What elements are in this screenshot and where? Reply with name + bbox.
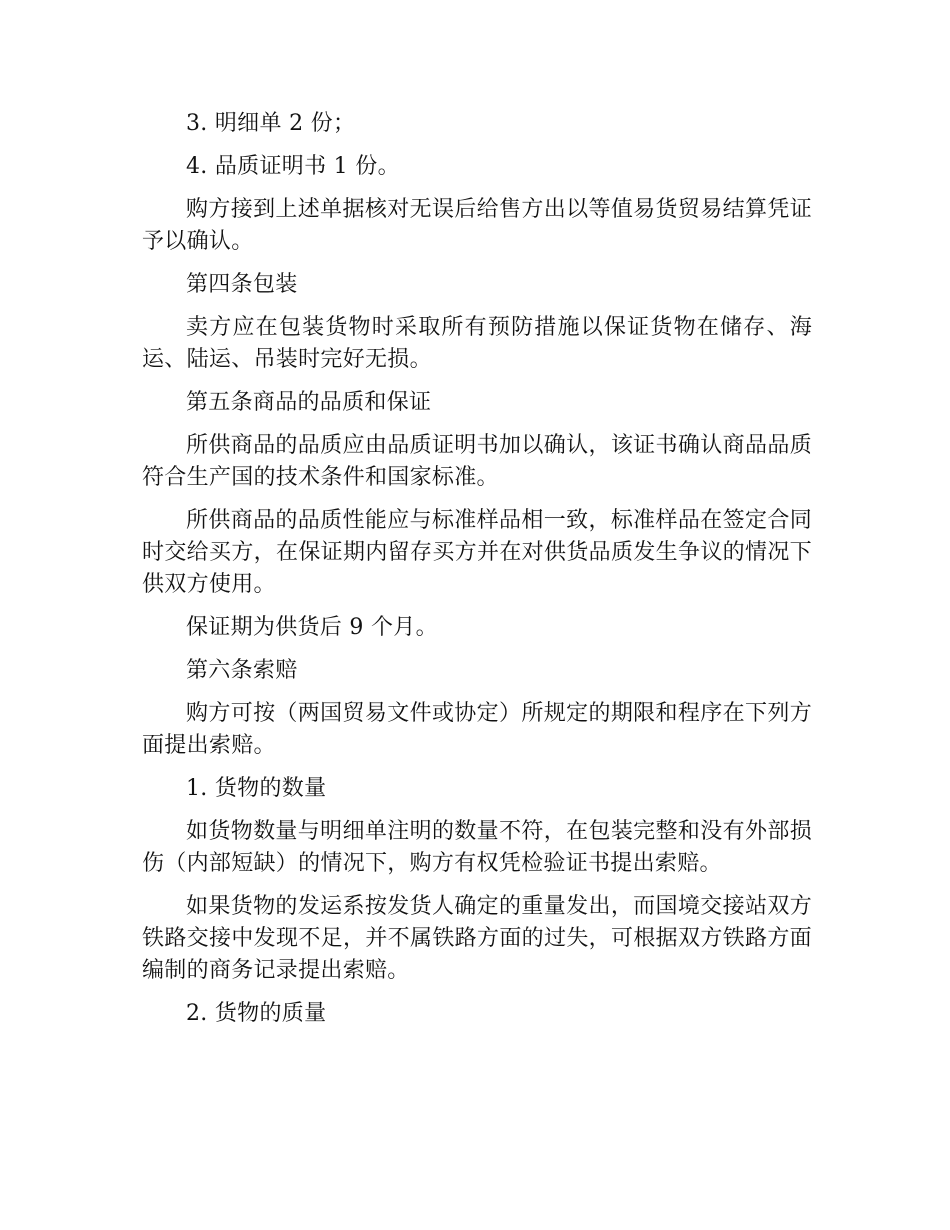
document-body [142,108,812,1041]
paragraph-confirmation: 购方接到上述单据核对无误后给售方出以等值易货贸易结算凭证予以确认。 [142,197,812,254]
section-heading-packaging: 第四条包装 [186,272,298,297]
paragraph-guarantee-period: 保证期为供货后 9 个月。 [186,615,438,640]
paragraph-standard-sample: 所供商品的品质性能应与标准样品相一致，标准样品在签定合同时交给买方，在保证期内留存买方并在对供货品质发生争议的情况下供双方使用。 [142,508,812,597]
section-heading-quality-guarantee: 第五条商品的品质和保证 [186,390,432,415]
paragraph-weight-claim: 如果货物的发运系按发货人确定的重量发出，而国境交接站双方铁路交接中发现不足，并不属铁路方面的过失，可根据双方铁路方面编制的商务记录提出索赔。 [142,894,812,983]
section-heading-claims: 第六条索赔 [186,658,298,683]
list-item-detail-sheet: 3. 明细单 2 份； [186,111,356,136]
paragraph-quantity-claim: 如货物数量与明细单注明的数量不符，在包装完整和没有外部损伤（内部短缺）的情况下，购方有权凭检验证书提出索赔。 [142,819,812,876]
list-item-quantity: 1. 货物的数量 [186,776,327,801]
list-item-quality: 2. 货物的质量 [186,1001,327,1026]
paragraph-claims-intro: 购方可按（两国贸易文件或协定）所规定的期限和程序在下列方面提出索赔。 [142,701,812,758]
paragraph-quality-certificate: 所供商品的品质应由品质证明书加以确认，该证书确认商品品质符合生产国的技术条件和国家标准。 [142,433,812,490]
list-item-quality-certificate: 4. 品质证明书 1 份。 [186,154,400,179]
paragraph-packaging: 卖方应在包装货物时采取所有预防措施以保证货物在储存、海运、陆运、吊装时完好无损。 [142,315,812,372]
